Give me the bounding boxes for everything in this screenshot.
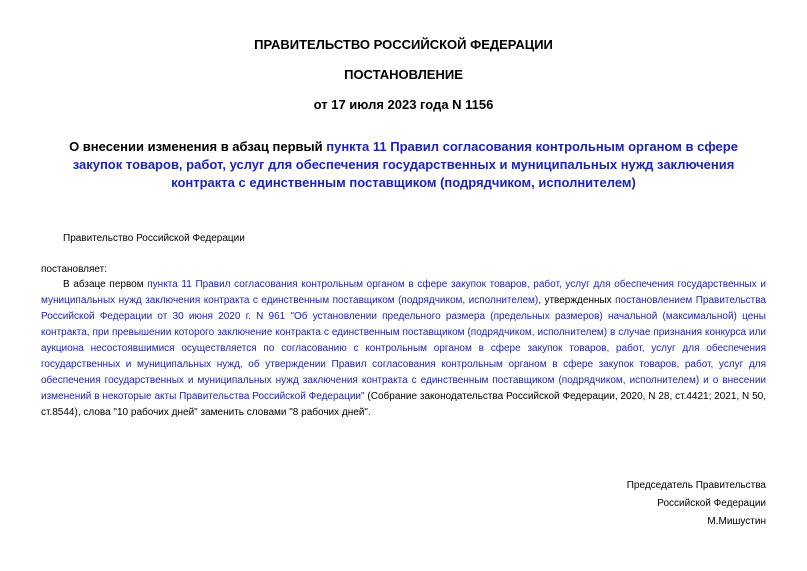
main-paragraph — [41, 277, 766, 421]
paragraph-link-rules[interactable]: пункта 11 Правил согласования контрольным органом в сфере закупок товаров, работ, услуг для обеспечения государственных и муниципальных нужд заключения контракта с единственным поставщиком (подрядчиком, исполнителем) — [41, 279, 766, 306]
signature-block — [627, 477, 766, 531]
signature-country: Российской Федерации — [657, 498, 766, 509]
signature-position: Председатель Правительства — [626, 480, 766, 491]
paragraph-end: (Собрание законодательства Российской Федерации, 2020, N 28, ст.4421; 2021, N 50, ст.8544), слова "10 рабочих дней" заменить словами "8 рабочих дней". — [41, 391, 766, 418]
title-prefix: О внесении изменения в абзац первый — [69, 139, 327, 154]
paragraph-start: В абзаце первом — [63, 279, 148, 290]
document-title — [55, 138, 752, 192]
signature-name: М.Мишустин — [707, 516, 766, 527]
paragraph-link-resolution[interactable]: постановлением Правительства Российской Федерации от 30 июня 2020 г. N 961 "Об установлении предельного размера (предельных размеров) начальной (максимальной) цены контракта, при превышении которого заключение контракта с единственным поставщиком (подрядчиком, исполнителем) в случае признания конкурса или аукциона несостоявшимися осуществляется по согласованию с контрольным органом в сфере закупок товаров, работ, услуг для обеспечения государственных и муниципальных нужд, об утверждении Правил согласования контрольным органом в сфере закупок товаров, работ, услуг для обеспечения государственных и муниципальных нужд заключения контракта с единственным поставщиком (подрядчиком, исполнителем) и о внесении изменений в некоторые акты Правительства Российской Федерации" — [41, 295, 766, 402]
document-date-number: от 17 июля 2023 года N 1156 — [313, 97, 494, 112]
document-type: ПОСТАНОВЛЕНИЕ — [344, 67, 463, 82]
title-link[interactable]: пункта 11 Правил согласования контрольным органом в сфере закупок товаров, работ, услуг для обеспечения государственных и муниципальных нужд заключения контракта с единственным поставщиком (подрядчиком, исполнителем) — [72, 139, 738, 190]
government-heading: ПРАВИТЕЛЬСТВО РОССИЙСКОЙ ФЕДЕРАЦИИ — [254, 37, 553, 52]
paragraph-middle: , утвержденных — [538, 295, 616, 306]
government-line: Правительство Российской Федерации — [63, 233, 245, 244]
decrees-line: постановляет: — [41, 264, 108, 275]
